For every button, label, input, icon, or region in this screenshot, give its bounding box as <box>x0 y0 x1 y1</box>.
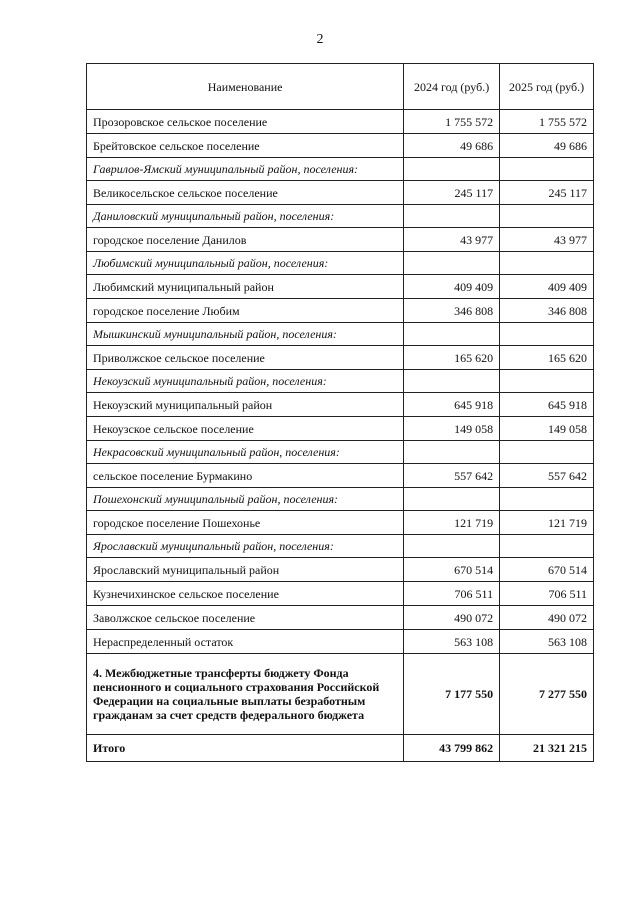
row-2025 <box>500 370 594 393</box>
table-row <box>87 582 594 606</box>
row-name: городское поселение Пошехонье <box>87 511 404 535</box>
row-2025 <box>500 323 594 346</box>
row-name: Ярославский муниципальный район <box>87 558 404 582</box>
row-2025: 165 620 <box>500 346 594 370</box>
region-heading-row <box>87 323 594 346</box>
region-name: Даниловский муниципальный район, поселения: <box>87 205 404 228</box>
table-row <box>87 110 594 134</box>
row-2025: 706 511 <box>500 582 594 606</box>
row-name: Кузнечихинское сельское поселение <box>87 582 404 606</box>
row-2025: 563 108 <box>500 630 594 654</box>
row-2024: 563 108 <box>404 630 500 654</box>
table-row <box>87 606 594 630</box>
table-row <box>87 181 594 205</box>
row-name: Великосельское сельское поселение <box>87 181 404 205</box>
table-row <box>87 417 594 441</box>
total-2025: 21 321 215 <box>500 735 594 762</box>
row-2024 <box>404 441 500 464</box>
table-row <box>87 134 594 158</box>
region-heading-row <box>87 370 594 393</box>
section-4-2025: 7 277 550 <box>500 654 594 735</box>
region-name: Мышкинский муниципальный район, поселения: <box>87 323 404 346</box>
row-2024: 706 511 <box>404 582 500 606</box>
region-name: Некрасовский муниципальный район, поселения: <box>87 441 404 464</box>
header-2025: 2025 год (руб.) <box>500 64 594 110</box>
region-name: Ярославский муниципальный район, поселения: <box>87 535 404 558</box>
region-heading-row <box>87 488 594 511</box>
row-2025: 645 918 <box>500 393 594 417</box>
table-row <box>87 630 594 654</box>
row-2025: 149 058 <box>500 417 594 441</box>
table-row <box>87 346 594 370</box>
row-2025 <box>500 205 594 228</box>
row-name: Некоузское сельское поселение <box>87 417 404 441</box>
row-2024: 409 409 <box>404 275 500 299</box>
table-row <box>87 393 594 417</box>
row-name: Нераспределенный остаток <box>87 630 404 654</box>
row-2024 <box>404 370 500 393</box>
row-2024: 149 058 <box>404 417 500 441</box>
table-row <box>87 464 594 488</box>
table-row <box>87 511 594 535</box>
row-name: Брейтовское сельское поселение <box>87 134 404 158</box>
row-2025: 1 755 572 <box>500 110 594 134</box>
row-2024: 165 620 <box>404 346 500 370</box>
row-2025: 121 719 <box>500 511 594 535</box>
region-name: Гаврилов-Ямский муниципальный район, поселения: <box>87 158 404 181</box>
region-name: Любимский муниципальный район, поселения: <box>87 252 404 275</box>
row-2024: 346 808 <box>404 299 500 323</box>
row-2024 <box>404 252 500 275</box>
row-2025: 670 514 <box>500 558 594 582</box>
row-2024: 49 686 <box>404 134 500 158</box>
row-name: городское поселение Данилов <box>87 228 404 252</box>
region-heading-row <box>87 205 594 228</box>
row-name: сельское поселение Бурмакино <box>87 464 404 488</box>
table-row <box>87 299 594 323</box>
total-row <box>87 735 594 762</box>
row-2025: 49 686 <box>500 134 594 158</box>
page-number: 2 <box>316 32 324 47</box>
total-2024: 43 799 862 <box>404 735 500 762</box>
row-2025: 346 808 <box>500 299 594 323</box>
header-name: Наименование <box>87 64 404 110</box>
section-4-2024: 7 177 550 <box>404 654 500 735</box>
row-2025: 409 409 <box>500 275 594 299</box>
row-name: городское поселение Любим <box>87 299 404 323</box>
row-name: Заволжское сельское поселение <box>87 606 404 630</box>
section-4-row <box>87 654 594 735</box>
row-2024 <box>404 323 500 346</box>
row-name: Любимский муниципальный район <box>87 275 404 299</box>
budget-table <box>86 63 594 762</box>
row-2024 <box>404 535 500 558</box>
table-row <box>87 558 594 582</box>
header-2024: 2024 год (руб.) <box>404 64 500 110</box>
row-2024: 43 977 <box>404 228 500 252</box>
row-name: Прозоровское сельское поселение <box>87 110 404 134</box>
row-2024: 645 918 <box>404 393 500 417</box>
row-2025: 245 117 <box>500 181 594 205</box>
table-header-row <box>87 64 594 110</box>
row-2025 <box>500 252 594 275</box>
total-label: Итого <box>87 735 404 762</box>
table-body <box>87 110 594 762</box>
row-2024: 670 514 <box>404 558 500 582</box>
section-4-name: 4. Межбюджетные трансферты бюджету Фонда пенсионного и социального страхования Российской Федерации на социальные выплаты безработным гражданам за счет средств федерального бюджета <box>87 654 404 735</box>
row-2025: 43 977 <box>500 228 594 252</box>
region-heading-row <box>87 158 594 181</box>
row-name: Некоузский муниципальный район <box>87 393 404 417</box>
row-2024: 490 072 <box>404 606 500 630</box>
row-2024: 121 719 <box>404 511 500 535</box>
region-heading-row <box>87 535 594 558</box>
row-2024: 557 642 <box>404 464 500 488</box>
row-2024 <box>404 488 500 511</box>
row-2024 <box>404 205 500 228</box>
table-row <box>87 275 594 299</box>
row-2024: 1 755 572 <box>404 110 500 134</box>
row-2024: 245 117 <box>404 181 500 205</box>
table-row <box>87 228 594 252</box>
region-name: Некоузский муниципальный район, поселения: <box>87 370 404 393</box>
row-2024 <box>404 158 500 181</box>
region-heading-row <box>87 441 594 464</box>
row-name: Приволжское сельское поселение <box>87 346 404 370</box>
row-2025 <box>500 441 594 464</box>
row-2025: 490 072 <box>500 606 594 630</box>
row-2025 <box>500 158 594 181</box>
region-heading-row <box>87 252 594 275</box>
row-2025 <box>500 488 594 511</box>
region-name: Пошехонский муниципальный район, поселения: <box>87 488 404 511</box>
row-2025: 557 642 <box>500 464 594 488</box>
row-2025 <box>500 535 594 558</box>
